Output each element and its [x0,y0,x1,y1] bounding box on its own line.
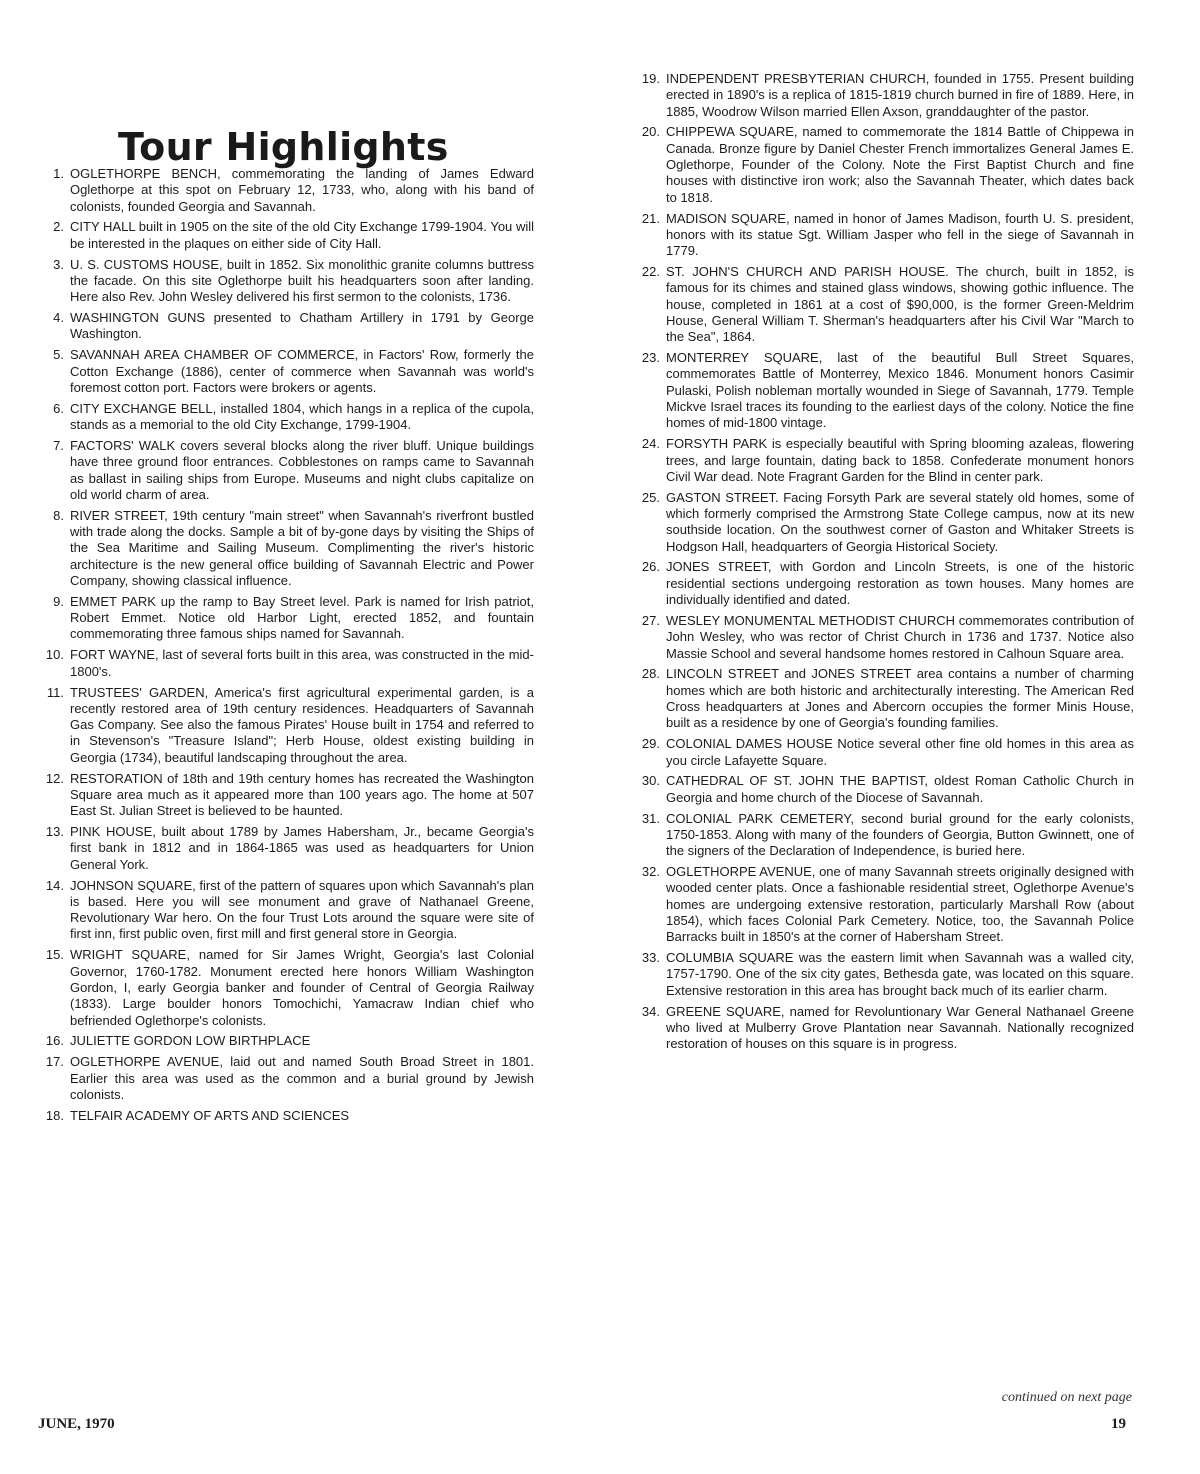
item-number: 21. [641,210,660,226]
item-number: 16. [45,1033,64,1049]
list-item [38,347,534,396]
list-item [38,685,534,766]
item-text: MONTERREY SQUARE, last of the beautiful Bull Street Squares, commemorates Battle of Monterrey, Mexico 1846. Monument honors Casimir Pulaski, Polish nobleman mortally wounded in Siege of Savannah, 1779. Temple Mickve Israel traces its founding to the earliest days of the colony. Notice the fine homes of mid-1800 vintage. [666,350,1134,431]
item-text: WRIGHT SQUARE, named for Sir James Wright, Georgia's last Colonial Governor, 1760-1782. Monument erected here honors William Washington Gordon, I, early Georgia banker and founder of Central of Georgia Railway (1833). Large boulder honors Tomochichi, Yamacraw Indian chief who befriended Oglethorpe's colonists. [70,947,534,1028]
item-number: 2. [53,219,64,235]
list-item [634,350,1134,431]
left-column [38,166,534,1129]
item-text: SAVANNAH AREA CHAMBER OF COMMERCE, in Factors' Row, formerly the Cotton Exchange (1886), center of commerce when Savannah was world's foremost cotton port. Factors were brokers or agents. [70,347,534,395]
item-number: 30. [641,773,660,789]
list-item [38,310,534,343]
item-text: COLUMBIA SQUARE was the eastern limit when Savannah was a walled city, 1757-1790. One of the six city gates, Bethesda gate, was located on this square. Extensive restoration in this area has brought back much of its earlier charm. [666,950,1134,998]
item-text: OGLETHORPE AVENUE, one of many Savannah streets originally designed with wooded center plats. Once a fashionable residential street, Oglethorpe Avenue's homes are undergoing extensive restoration, particularly Marshall Row (about 1854), which faces Colonial Park Cemetery. Notice, too, the Savannah Police Barracks built in 1850's at the corner of Habersham Street. [666,864,1134,945]
right-column [634,71,1134,1057]
item-text: JONES STREET, with Gordon and Lincoln Streets, is one of the historic residential sections undergoing restoration as town houses. Many homes are individually identified and dated. [666,559,1134,608]
item-text: COLONIAL PARK CEMETERY, second burial ground for the early colonists, 1750-1853. Along with many of the founders of Georgia, Button Gwinnett, one of the signers of the Declaration of Independence, is buried here. [666,810,1134,859]
item-number: 6. [53,400,64,416]
list-item [38,947,534,1028]
list-item [38,508,534,589]
list-item [38,771,534,820]
item-text: OGLETHORPE AVENUE, laid out and named South Broad Street in 1801. Earlier this area was used as the common and a burial ground by Jewish colonists. [70,1054,534,1102]
item-text: WASHINGTON GUNS presented to Chatham Artillery in 1791 by George Washington. [70,310,534,342]
page-title: Tour Highlights [118,125,449,170]
item-text: GREENE SQUARE, named for Revoluntionary War General Nathanael Greene who lived at Mulberry Grove Plantation near Savannah. Nationally recognized restoration of houses on this square is in progress. [666,1003,1134,1052]
item-number: 11. [46,684,64,700]
item-number: 13. [45,824,64,840]
item-text: LINCOLN STREET and JONES STREET area contains a number of charming homes which are both historic and architecturally interesting. The American Red Cross headquarters at Jones and Abercorn occupies the former Minis House, built as a residence by one of Georgia's founding families. [666,666,1134,731]
list-item [38,257,534,306]
item-text: FORT WAYNE, last of several forts built in this area, was constructed in the mid-1800's. [70,647,534,679]
list-item [38,594,534,643]
item-number: 27. [641,612,660,628]
item-text: WESLEY MONUMENTAL METHODIST CHURCH commemorates contribution of John Wesley, who was rector of Christ Church in 1736 and 1737. Notice also Massie School and several handsome homes restored in Calhoun Square area. [666,612,1134,661]
item-text: INDEPENDENT PRESBYTERIAN CHURCH, founded in 1755. Present building erected in 1890's is a replica of 1815-1819 church burned in fire of 1889. Here, in 1885, Woodrow Wilson married Ellen Axson, granddaughter of the pastor. [666,71,1134,119]
item-text: JULIETTE GORDON LOW BIRTHPLACE [70,1033,311,1049]
item-number: 17. [45,1054,64,1070]
item-number: 33. [641,950,660,966]
item-text: TRUSTEES' GARDEN, America's first agricultural experimental garden, is a recently restored area of 19th century residences. Headquarters of Savannah Gas Company. See also the famous Pirates' House built in 1754 and referred to in Stevenson's "Treasure Island"; Herb House, oldest existing building in Georgia (1734), beautiful landscaping throughout the area. [70,684,534,765]
list-item [38,647,534,680]
item-number: 24. [641,436,660,452]
list-item [634,613,1134,662]
item-number: 7. [53,438,64,454]
item-number: 29. [641,736,660,752]
list-item [38,401,534,434]
list-item [634,736,1134,769]
list-item [38,166,534,215]
item-text: TELFAIR ACADEMY OF ARTS AND SCIENCES [70,1107,350,1123]
list-item [634,71,1134,120]
list-item [634,773,1134,806]
item-number: 25. [641,489,660,505]
list-item [634,264,1134,345]
item-text: FORSYTH PARK is especially beautiful with Spring blooming azaleas, flowering trees, and large fountain, dating back to 1858. Confederate monument honors Civil War dead. Note Fragrant Garden for the Blind in center park. [666,436,1134,484]
item-number: 19. [641,71,660,86]
list-item [634,1004,1134,1053]
list-item [38,878,534,943]
item-text: PINK HOUSE, built about 1789 by James Habersham, Jr., became Georgia's first bank in 1812 and in 1864-1865 was used as headquarters for Union General York. [70,824,534,872]
list-item [38,1108,534,1124]
item-number: 31. [641,810,660,826]
list-item [38,219,534,252]
list-item [634,666,1134,731]
item-text: ST. JOHN'S CHURCH AND PARISH HOUSE. The church, built in 1852, is famous for its chimes and stained glass windows, showing gothic influence. The house, completed in 1861 at a cost of $90,000, is the former Green-Meldrim House, General William T. Sherman's headquarters after his Civil War "March to the Sea", 1864. [666,264,1134,345]
list-item [634,864,1134,945]
item-text: RESTORATION of 18th and 19th century homes has recreated the Washington Square area much as it appeared more than 100 years ago. The home at 507 East St. Julian Street is believed to be haunted. [70,770,534,819]
item-number: 1. [53,166,64,181]
item-number: 34. [641,1003,660,1019]
item-number: 4. [53,310,64,326]
list-item [38,438,534,503]
list-item [634,124,1134,205]
item-text: CITY HALL built in 1905 on the site of the old City Exchange 1799-1904. You will be interested in the plaques on either side of City Hall. [70,219,534,251]
item-text: EMMET PARK up the ramp to Bay Street level. Park is named for Irish patriot, Robert Emmet. Notice old Harbor Light, erected 1852, and fountain commemorating three famous ships named for Savannah. [70,593,534,642]
item-number: 20. [641,124,660,140]
item-number: 5. [53,347,64,363]
item-number: 22. [641,264,660,280]
item-number: 28. [641,666,660,682]
item-number: 8. [53,507,64,523]
item-text: RIVER STREET, 19th century "main street" when Savannah's riverfront bustled with trade along the docks. Sample a bit of by-gone days by visiting the Ships of the Sea Maritime and Sailing Museum. Complimenting the river's historic architecture is the new general office building of Savannah Electric and Power Company, showing classical influence. [70,507,534,588]
item-number: 9. [53,593,64,609]
item-text: CHIPPEWA SQUARE, named to commemorate the 1814 Battle of Chippewa in Canada. Bronze figure by Daniel Chester French immortalizes General James E. Oglethorpe, Founder of the Colony. Note the First Baptist Church and fine houses with distinctive iron work; also the Savannah Theater, which dates back to 1818. [666,124,1134,205]
item-number: 32. [641,864,660,880]
item-text: MADISON SQUARE, named in honor of James Madison, fourth U. S. president, honors with its statue Sgt. William Jasper who fell in the siege of Savannah in 1779. [666,210,1134,259]
item-text: CITY EXCHANGE BELL, installed 1804, which hangs in a replica of the cupola, stands as a memorial to the old City Exchange, 1799-1904. [70,400,534,433]
item-text: FACTORS' WALK covers several blocks along the river bluff. Unique buildings have three ground floor entrances. Cobblestones on ramps came to Savannah as ballast in sailing ships from Europe. Museums and night clubs capitalize on old world charm of area. [70,438,534,502]
item-number: 14. [45,877,64,893]
list-item [634,950,1134,999]
continued-note: continued on next page [1001,1390,1132,1405]
item-number: 18. [45,1107,64,1123]
item-number: 26. [641,559,660,575]
item-text: COLONIAL DAMES HOUSE Notice several other fine old homes in this area as you circle Lafayette Square. [666,736,1134,768]
list-item [38,824,534,873]
item-number: 23. [641,350,660,366]
item-number: 3. [53,256,64,272]
issue-date: JUNE, 1970 [38,1416,115,1432]
item-text: OGLETHORPE BENCH, commemorating the landing of James Edward Oglethorpe at this spot on February 12, 1733, who, along with his band of colonists, founded Georgia and Savannah. [70,166,534,214]
item-text: JOHNSON SQUARE, first of the pattern of squares upon which Savannah's plan is based. Here you will see monument and grave of Nathanael Greene, Revolutionary War hero. On the four Trust Lots around the square were site of first inn, first public oven, first mill and first general store in Georgia. [70,877,534,942]
item-number: 15. [45,947,64,963]
item-text: U. S. CUSTOMS HOUSE, built in 1852. Six monolithic granite columns buttress the facade. On this site Oglethorpe built his headquarters soon after landing. Here also Rev. John Wesley delivered his first sermon to the colonists, 1736. [70,256,534,305]
list-item [634,490,1134,555]
list-item [38,1054,534,1103]
list-item [634,211,1134,260]
item-text: CATHEDRAL OF ST. JOHN THE BAPTIST, oldest Roman Catholic Church in Georgia and home church of the Diocese of Savannah. [666,773,1134,805]
list-item [634,436,1134,485]
item-number: 10. [45,647,64,663]
list-item [634,559,1134,608]
list-item [634,811,1134,860]
item-number: 12. [45,770,64,786]
list-item [38,1033,534,1049]
page-number: 19 [1111,1416,1126,1432]
item-text: GASTON STREET. Facing Forsyth Park are several stately old homes, some of which formerly comprised the Armstrong State College campus, now at its new southside location. On the southwest corner of Gaston and Whitaker Streets is Hodgson Hall, headquarters of Georgia Historical Society. [666,489,1134,554]
